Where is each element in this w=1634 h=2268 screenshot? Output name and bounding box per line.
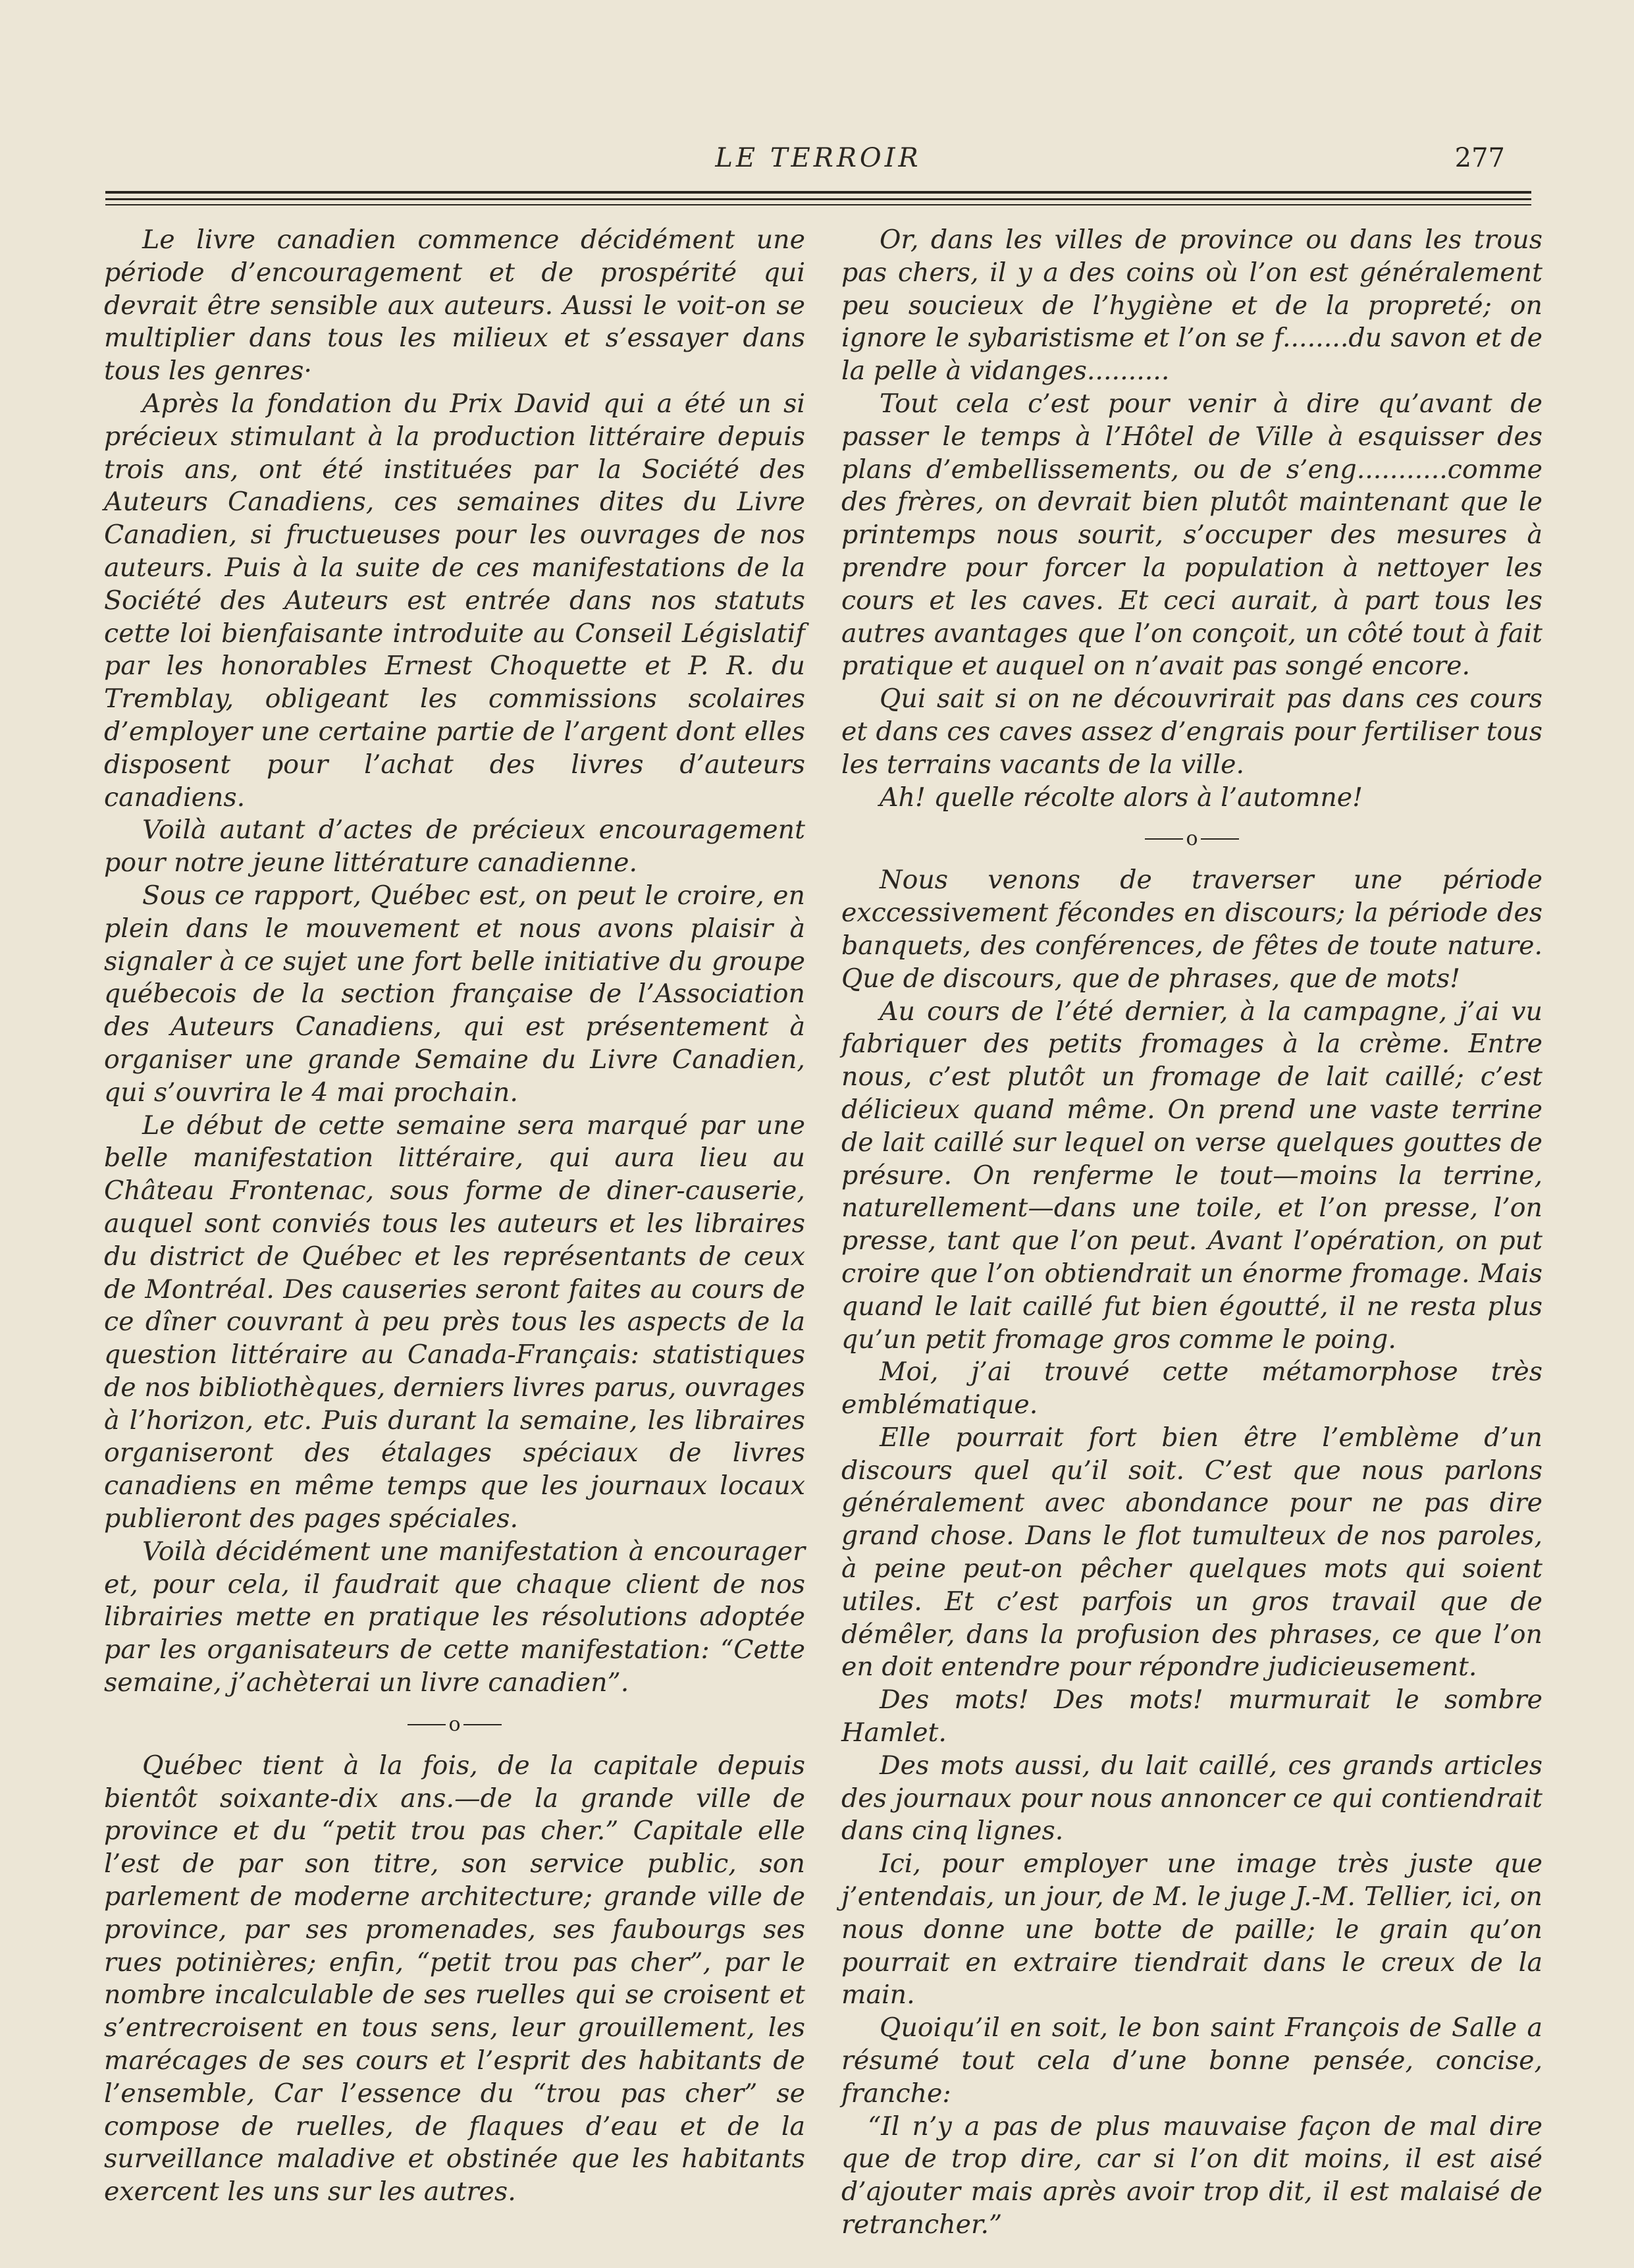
paragraph: Ici, pour employer une image très juste que j’entendais, un jour, de M. le juge J.-M. Tellier, ici, on nous donne une botte de paille; le grain qu’on pourrait en extraire tiendrait dans le creux de la main.	[841, 1849, 1542, 2011]
paragraph: Au cours de l’été dernier, à la campagne, j’ai vu fabriquer des petits fromages à la crème. Entre nous, c’est plutôt un fromage de lait caillé; c’est délicieux quand même. On prend une vaste terrine de lait caillé sur lequel on verse quelques gouttes de présure. On renferme le tout—moins la terrine, naturellement—dans une toile, et l’on presse, l’on presse, tant que l’on peut. Avant l’opération, on put croire que l’on obtiendrait un énorme fromage. Mais quand le lait caillé fut bien égoutté, il ne resta plus qu’un petit fromage gros comme le poing.	[841, 996, 1542, 1355]
running-title: LE TERROIR	[715, 143, 922, 173]
paragraph: Ah! quelle récolte alors à l’automne!	[880, 782, 1363, 813]
paragraph: Nous venons de traverser une période exccessivement fécondes en discours; la période des banquets, des conférences, de fêtes de toute nature. Que de discours, que de phrases, que de mots!	[841, 865, 1542, 994]
page-header	[105, 138, 1531, 178]
paragraph: Des mots! Des mots! murmurait le sombre Hamlet.	[841, 1685, 1542, 1748]
page-number: 277	[1454, 143, 1505, 173]
paragraph: Quoiqu’il en soit, le bon saint François de Salle a résumé tout cela d’une bonne pensée, concise, franche:	[841, 2012, 1542, 2109]
paragraph: Québec tient à la fois, de la capitale depuis bientôt soixante-dix ans.—de la grande ville de province et du “petit trou pas cher.” Capitale elle l’est de par son titre, son service public, son parlement de moderne architecture; grande ville de province, par ses promenades, ses faubourgs ses rues potinières; enfin, “petit trou pas cher”, par le nombre incalculable de ses ruelles qui se croisent et s’entrecroisent en tous sens, leur grouillement, les marécages de ses cours et l’esprit des habitants de l’ensemble, Car l’essence du “trou pas cher” se compose de ruelles, de flaques d’eau et de la surveillance maladive et obstinée que les habitants exercent les uns sur les autres.	[104, 1750, 805, 2207]
separator-line	[463, 1724, 502, 1725]
separator-line	[1201, 838, 1239, 840]
section-separator	[104, 1712, 805, 1736]
separator-mark: o	[448, 1712, 461, 1736]
paragraph: Voilà autant d’actes de précieux encouragement pour notre jeune littérature canadienne.	[104, 815, 805, 878]
paragraph: Tout cela c’est pour venir à dire qu’avant de passer le temps à l’Hôtel de Ville à esquisser des plans d’embellissements, ou de s’eng...........comme des frères, on devrait bien plutôt maintenant que le printemps nous sourit, s’occuper des mesures à prendre pour forcer la population à nettoyer les cours et les caves. Et ceci aurait, à part tous les autres avantages que l’on conçoit, un côté tout à fait pratique et auquel on n’avait pas songé encore.	[841, 388, 1542, 682]
paragraph: Qui sait si on ne découvrirait pas dans ces cours et dans ces caves assez d’engrais pour fertiliser tous les terrains vacants de la ville.	[841, 684, 1542, 780]
separator-line	[408, 1724, 446, 1725]
left-column	[104, 224, 805, 2209]
paragraph: Après la fondation du Prix David qui a été un si précieux stimulant à la production littéraire depuis trois ans, ont été instituées par la Société des Auteurs Canadiens, ces semaines dites du Livre Canadien, si fructueuses pour les ouvrages de nos auteurs. Puis à la suite de ces manifestations de la Société des Auteurs est entrée dans nos statuts cette loi bienfaisante introduite au Conseil Législatif par les honorables Ernest Choquette et P. R. du Tremblay, obligeant les commissions scolaires d’employer une certaine partie de l’argent dont elles disposent pour l’achat des livres d’auteurs canadiens.	[104, 388, 805, 813]
paragraph: Sous ce rapport, Québec est, on peut le croire, en plein dans le mouvement et nous avons plaisir à signaler à ce sujet une fort belle initiative du groupe québecois de la section française de l’Association des Auteurs Canadiens, qui est présentement à organiser une grande Semaine du Livre Canadien, qui s’ouvrira le 4 mai prochain.	[104, 880, 805, 1108]
right-column	[841, 224, 1542, 2242]
header-rule-top	[105, 191, 1531, 194]
paragraph: Voilà décidément une manifestation à encourager et, pour cela, il faudrait que chaque client de nos librairies mette en pratique les résolutions adoptée par les organisateurs de cette manifestation: “Cette semaine, j’achèterai un livre canadien”.	[104, 1536, 805, 1698]
paragraph: Moi, j’ai trouvé cette métamorphose très emblématique.	[841, 1357, 1542, 1420]
section-separator	[841, 827, 1542, 851]
separator-mark: o	[1186, 827, 1198, 851]
paragraph: Le début de cette semaine sera marqué par une belle manifestation littéraire, qui aura lieu au Château Frontenac, sous forme de diner-causerie, auquel sont conviés tous les auteurs et les libraires du district de Québec et les représentants de ceux de Montréal. Des causeries seront faites au cours de ce dîner couvrant à peu près tous les aspects de la question littéraire au Canada-Français: statistiques de nos bibliothèques, derniers livres parus, ouvrages à l’horizon, etc. Puis durant la semaine, les libraires organiseront des étalages spéciaux de livres canadiens en même temps que les journaux locaux publieront des pages spéciales.	[104, 1110, 805, 1534]
paragraph: Le livre canadien commence décidément une période d’encouragement et de prospérité qui devrait être sensible aux auteurs. Aussi le voit-on se multiplier dans tous les milieux et s’essayer dans tous les genres·	[104, 225, 805, 387]
header-rule-middle	[105, 198, 1531, 200]
paragraph: Des mots aussi, du lait caillé, ces grands articles des journaux pour nous annoncer ce qui contiendrait dans cinq lignes.	[841, 1750, 1542, 1847]
separator-line	[1145, 838, 1183, 840]
paragraph: Or, dans les villes de province ou dans les trous pas chers, il y a des coins où l’on est généralement peu soucieux de l’hygiène et de la propreté; on ignore le sybaristisme et l’on se f........du savon et de la pelle à vidanges..........	[841, 225, 1542, 387]
quotation: “Il n’y a pas de plus mauvaise façon de mal dire que de trop dire, car si l’on dit moins, il est aisé d’ajouter mais après avoir trop dit, il est malaisé de retrancher.”	[841, 2111, 1542, 2240]
paragraph: Elle pourrait fort bien être l’emblème d’un discours quel qu’il soit. C’est que nous parlons généralement avec abondance pour ne pas dire grand chose. Dans le flot tumulteux de nos paroles, à peine peut-on pêcher quelques mots qui soient utiles. Et c’est parfois un gros travail que de démêler, dans la profusion des phrases, ce que l’on en doit entendre pour répondre judicieusement.	[841, 1422, 1542, 1683]
header-rule-bottom	[105, 204, 1531, 205]
